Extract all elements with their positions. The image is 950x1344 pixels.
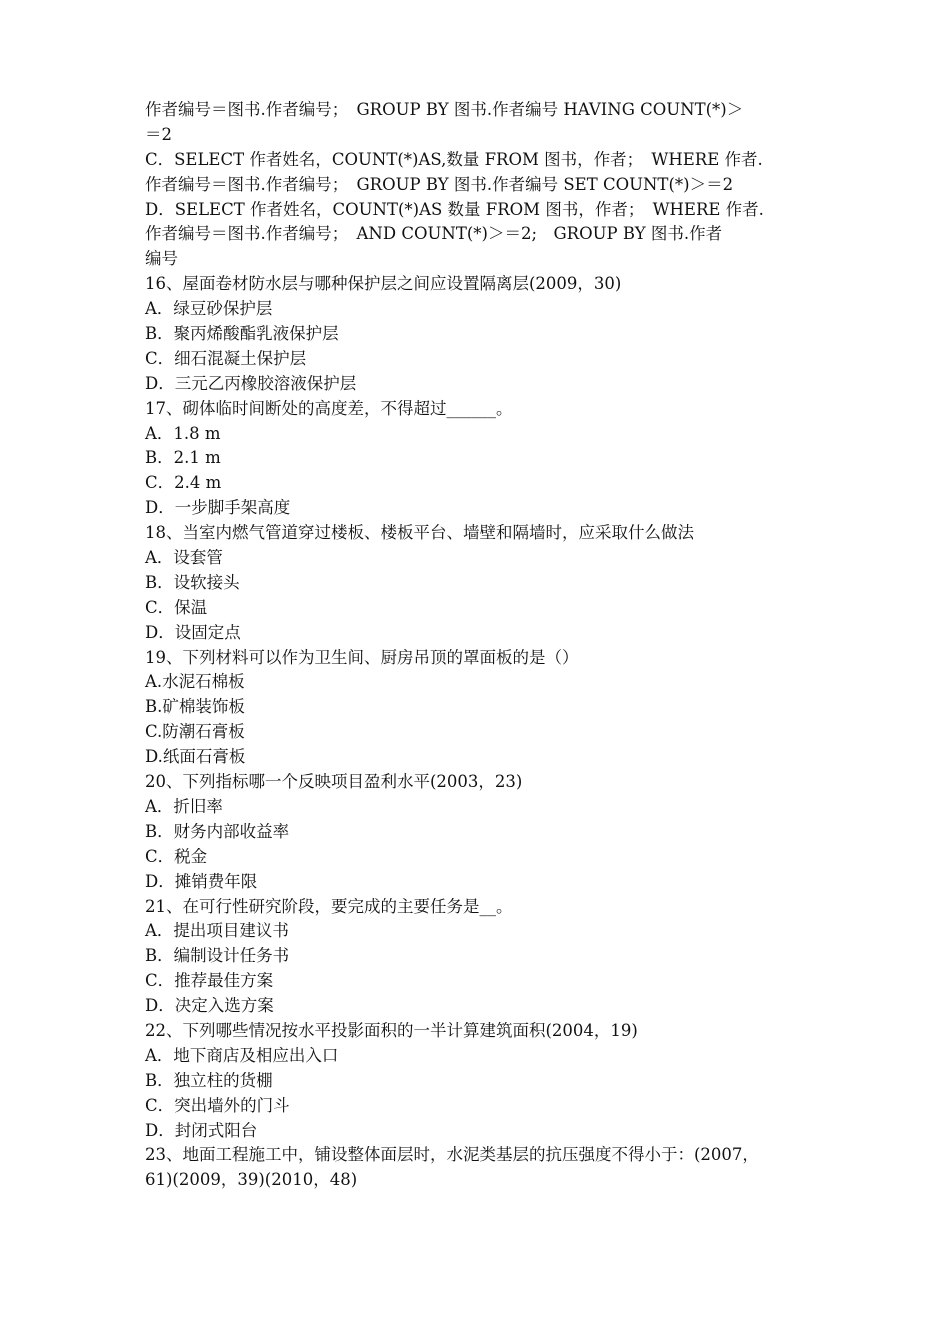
document-body — [145, 98, 807, 1193]
option-b: B．编制设计任务书 — [145, 946, 290, 966]
text-line: 编号 — [145, 249, 178, 269]
option-c: C．推荐最佳方案 — [145, 971, 274, 991]
option-a: A.水泥石棉板 — [145, 672, 245, 692]
question-19: 19、下列材料可以作为卫生间、厨房吊顶的罩面板的是（） — [145, 647, 579, 667]
option-c: C．税金 — [145, 846, 208, 866]
question-23: 23、地面工程施工中，铺设整体面层时，水泥类基层的抗压强度不得小于：(2007， — [145, 1145, 759, 1165]
option-b: B．聚丙烯酸酯乳液保护层 — [145, 324, 339, 344]
text-segment: 作者编号＝图书.作者编号； GROUP BY 图书.作者编号 HAVING COUNT(*)＞ — [145, 100, 744, 119]
question-22: 22、下列哪些情况按水平投影面积的一半计算建筑面积(2004，19) — [145, 1020, 638, 1040]
option-d: D．决定入选方案 — [145, 996, 274, 1016]
option-d: D．封闭式阳台 — [145, 1120, 258, 1140]
text-line — [145, 98, 807, 123]
option-b: B.矿棉装饰板 — [145, 697, 245, 717]
question-16: 16、屋面卷材防水层与哪种保护层之间应设置隔离层(2009，30) — [145, 274, 622, 294]
option-c: C．细石混凝土保护层 — [145, 348, 307, 368]
option-a: A．提出项目建议书 — [145, 921, 289, 941]
option-b: B．独立柱的货棚 — [145, 1070, 273, 1090]
text-line: ＝2 — [145, 124, 172, 144]
option-d: D．摊销费年限 — [145, 871, 258, 891]
option-a: A．1.8 m — [145, 423, 221, 443]
question-21: 21、在可行性研究阶段，要完成的主要任务是__。 — [145, 896, 513, 916]
text-line: D．SELECT 作者姓名，COUNT(*)AS 数量 FROM 图书，作者； WHERE 作者. — [145, 199, 764, 219]
option-b: B．财务内部收益率 — [145, 821, 290, 841]
option-d: D．一步脚手架高度 — [145, 498, 291, 518]
option-c: C．突出墙外的门斗 — [145, 1095, 290, 1115]
text-line: 61)(2009，39)(2010，48) — [145, 1170, 358, 1190]
option-c: C．2.4 m — [145, 473, 222, 493]
option-d: D．设固定点 — [145, 622, 241, 642]
option-a: A．绿豆砂保护层 — [145, 299, 273, 319]
text-line: C．SELECT 作者姓名，COUNT(*)AS,数量 FROM 图书，作者； WHERE 作者. — [145, 149, 763, 169]
option-d: D．三元乙丙橡胶溶液保护层 — [145, 373, 357, 393]
option-b: B．设软接头 — [145, 572, 240, 592]
option-d: D.纸面石膏板 — [145, 747, 246, 767]
option-a: A．地下商店及相应出入口 — [145, 1045, 339, 1065]
option-a: A．折旧率 — [145, 796, 223, 816]
option-c: C．保温 — [145, 597, 208, 617]
question-20: 20、下列指标哪一个反映项目盈利水平(2003，23) — [145, 772, 523, 792]
question-17: 17、砌体临时间断处的高度差，不得超过______。 — [145, 398, 513, 418]
text-line: 作者编号＝图书.作者编号； GROUP BY 图书.作者编号 SET COUNT(*)＞＝2 — [145, 174, 734, 194]
option-c: C.防潮石膏板 — [145, 722, 245, 742]
text-line: 作者编号＝图书.作者编号； AND COUNT(*)＞＝2; GROUP BY 图书.作者 — [145, 224, 723, 244]
question-18: 18、当室内燃气管道穿过楼板、楼板平台、墙壁和隔墙时，应采取什么做法 — [145, 523, 694, 543]
option-b: B．2.1 m — [145, 448, 221, 468]
option-a: A．设套管 — [145, 548, 223, 568]
